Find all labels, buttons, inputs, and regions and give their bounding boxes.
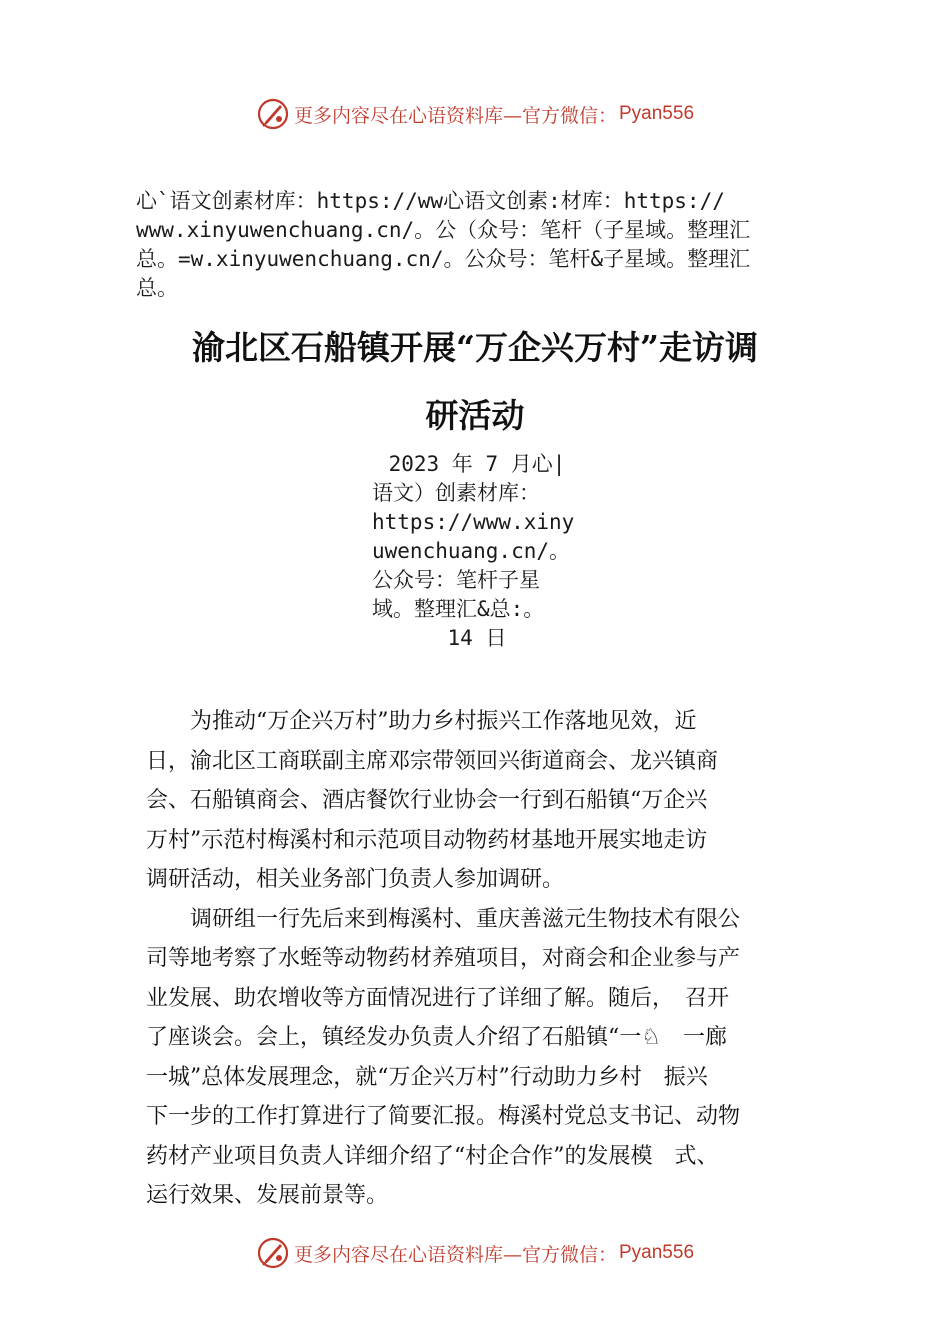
banner-text: 更多内容尽在心语资料库—官方微信： <box>293 1243 617 1266</box>
date-line: uwenchuang.cn/。 <box>372 539 571 563</box>
article-body <box>146 702 836 1216</box>
watermark-line: 总。 <box>136 276 178 300</box>
body-line: 调研活动，相关业务部门负责人参加调研。 <box>146 867 565 892</box>
quill-logo-icon <box>256 1236 290 1270</box>
watermark-line: www.xinyuwenchuang.cn/。公（众号：笔杆（子星域。整理汇 <box>136 218 751 242</box>
watermark-line: 总。=w.xinyuwenchuang.cn/。公众号：笔杆&子星域。整理汇 <box>136 247 751 271</box>
date-line: 语文）创素材库： <box>372 481 540 505</box>
document-title-line-1: 渝北区石船镇开展“万企兴万村”走访调 <box>192 328 758 367</box>
body-line: 为推动“万企兴万村”助力乡村振兴工作落地见效，近 <box>146 709 697 734</box>
date-line: 公众号：笔杆子星 <box>372 568 540 592</box>
body-line: 药材产业项目负责人详细介绍了“村企合作”的发展模 式、 <box>146 1143 719 1169</box>
body-line: 一城”总体发展理念，就“万企兴万村”行动助力乡村 振兴 <box>146 1064 708 1090</box>
banner-wechat-id: Pyan556 <box>619 1242 695 1263</box>
quill-logo-icon <box>256 97 290 131</box>
date-line: 14 日 <box>447 626 507 650</box>
watermark-line: 心`语文创素材库：https://ww心语文创素:材库：https:// <box>136 189 725 213</box>
body-line: 下一步的工作打算进行了简要汇报。梅溪村党总支书记、动物 <box>146 1104 741 1129</box>
banner-wechat-id: Pyan556 <box>619 103 695 124</box>
date-block <box>372 450 602 653</box>
date-line: https://www.xiny <box>372 510 575 534</box>
body-line: 万村”示范村梅溪村和示范项目动物药材基地开展实地走访 <box>146 827 708 853</box>
footer-banner <box>0 1233 950 1273</box>
document-title-line-2: 研活动 <box>425 396 525 435</box>
body-line: 司等地考察了水蛭等动物药材养殖项目，对商会和企业参与产 <box>146 946 741 971</box>
body-line: 调研组一行先后来到梅溪村、重庆善滋元生物技术有限公 <box>146 906 741 932</box>
body-line: 运行效果、发展前景等。 <box>146 1183 389 1208</box>
body-line: 业发展、助农增收等方面情况进行了详细了解。随后， 召开 <box>146 985 730 1011</box>
body-line: 会、石船镇商会、酒店餐饮行业协会一行到石船镇“万企兴 <box>146 788 708 813</box>
body-line: 日，渝北区工商联副主席邓宗带领回兴街道商会、龙兴镇商 <box>146 748 719 774</box>
header-banner <box>0 94 950 134</box>
watermark-block <box>136 187 836 303</box>
banner-text: 更多内容尽在心语资料库—官方微信： <box>293 104 617 127</box>
date-line: 域。整理汇&总:。 <box>372 597 545 621</box>
date-line: 2023 年 7 月心| <box>388 452 566 476</box>
body-line: 了座谈会。会上，镇经发办负责人介绍了石船镇“一♘ 一廊 <box>146 1025 727 1050</box>
